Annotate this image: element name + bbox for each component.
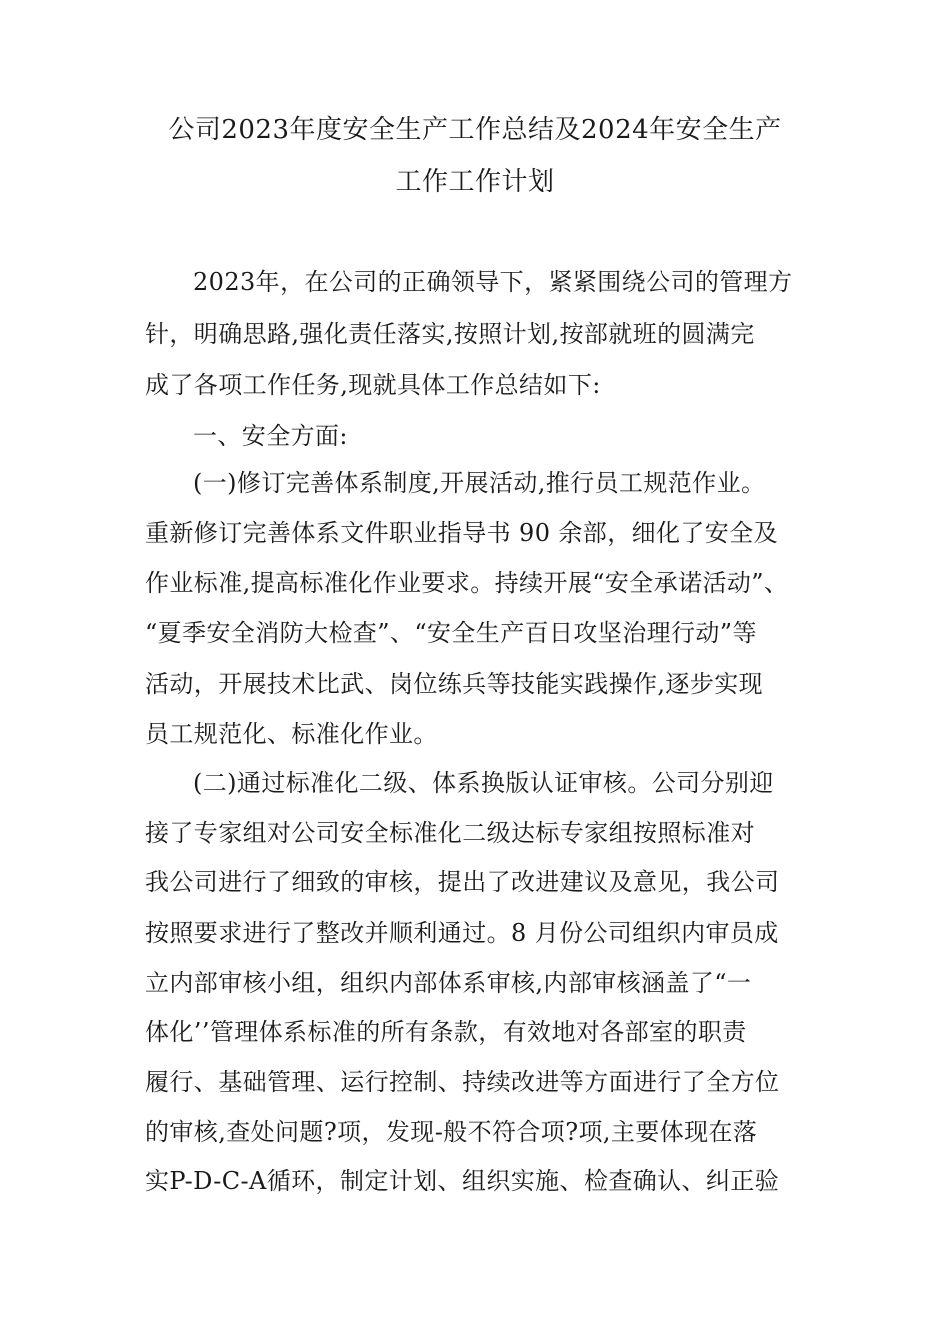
paragraph-line: “夏季安全消防大检查”、“安全生产百日攻坚治理行动”等 [145, 619, 757, 647]
paragraph-line: 作业标准,提高标准化作业要求。持续开展“安全承诺活动”、 [145, 569, 789, 597]
paragraph-line: 重新修订完善体系文件职业指导书 90 余部，细化了安全及 [145, 519, 778, 547]
paragraph-line: 成了各项工作任务,现就具体工作总结如下: [145, 371, 601, 399]
paragraph-line: 按照要求进行了整改并顺利通过。8 月份公司组织内审员成 [145, 919, 779, 947]
paragraph-line: 的审核,查处问题?项，发现-般不符合项?项,主要体现在落 [145, 1118, 758, 1146]
paragraph-line: 履行、基础管理、运行控制、持续改进等方面进行了全方位 [145, 1068, 780, 1096]
paragraph-line: 体化’’管理体系标准的所有条款，有效地对各部室的职责 [145, 1018, 747, 1046]
paragraph-line: 我公司进行了细致的审核，提出了改进建议及意见，我公司 [145, 868, 780, 896]
subsection-heading: (一)修订完善体系制度,开展活动,推行员工规范作业。 [193, 469, 766, 497]
paragraph-line: 针，明确思路,强化责任落实,按照计划,按部就班的圆满完 [145, 320, 755, 348]
paragraph-line: 实P-D-C-A循环，制定计划、组织实施、检查确认、纠正验 [145, 1167, 780, 1195]
subsection-heading: (二)通过标准化二级、体系换版认证审核。公司分别迎 [193, 769, 774, 797]
section-heading: 一、安全方面: [193, 422, 348, 450]
document-title-line-2: 工作工作计划 [395, 167, 555, 197]
paragraph-line: 2023年，在公司的正确领导下，紧紧围绕公司的管理方 [193, 268, 793, 296]
paragraph-line: 接了专家组对公司安全标准化二级达标专家组按照标准对 [145, 819, 755, 847]
document-title-line-1: 公司2023年度安全生产工作总结及2024年安全生产 [168, 115, 782, 145]
paragraph-line: 立内部审核小组，组织内部体系审核,内部审核涵盖了“一 [145, 969, 752, 997]
paragraph-line: 活动，开展技术比武、岗位练兵等技能实践操作,逐步实现 [145, 670, 764, 698]
paragraph-line: 员工规范化、标准化作业。 [145, 720, 438, 748]
